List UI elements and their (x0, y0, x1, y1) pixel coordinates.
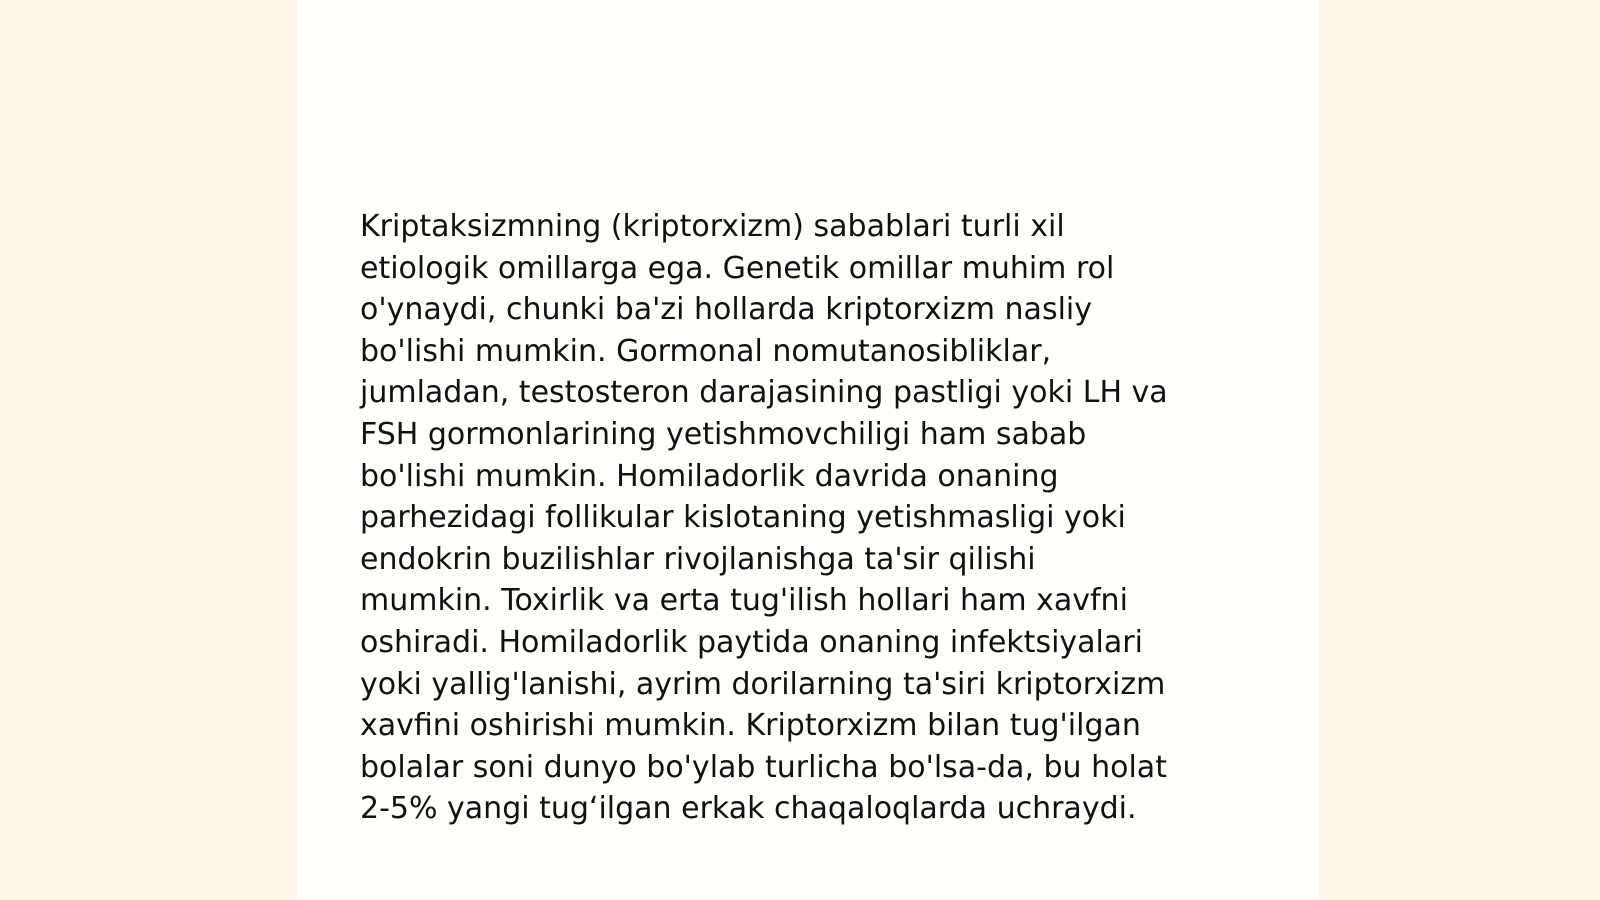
document-page (297, 0, 1319, 900)
body-paragraph: Kriptaksizmning (kriptorxizm) sabablari turli xil etiologik omillarga ega. Genetik omillar muhim rol o'ynaydi, chunki ba'zi hollarda kriptorxizm nasliy bo'lishi mumkin. Gormonal nomutanosibliklar, jumladan, testosteron darajasining pastligi yoki LH va FSH gormonlarining yetishmovchiligi ham sabab bo'lishi mumkin. Homiladorlik davrida onaning parhezidagi follikular kislotaning yetishmasligi yoki endokrin buzilishlar rivojlanishga ta'sir qilishi mumkin. Toxirlik va erta tug'ilish hollari ham xavfni oshiradi. Homiladorlik paytida onaning infektsiyalari yoki yallig'lanishi, ayrim dorilarning ta'siri kriptorxizm xavfini oshirishi mumkin. Kriptorxizm bilan tug'ilgan bolalar soni dunyo bo'ylab turlicha bo'lsa-da, bu holat 2-5% yangi tug‘ilgan erkak chaqaloqlarda uchraydi. (360, 209, 1168, 827)
